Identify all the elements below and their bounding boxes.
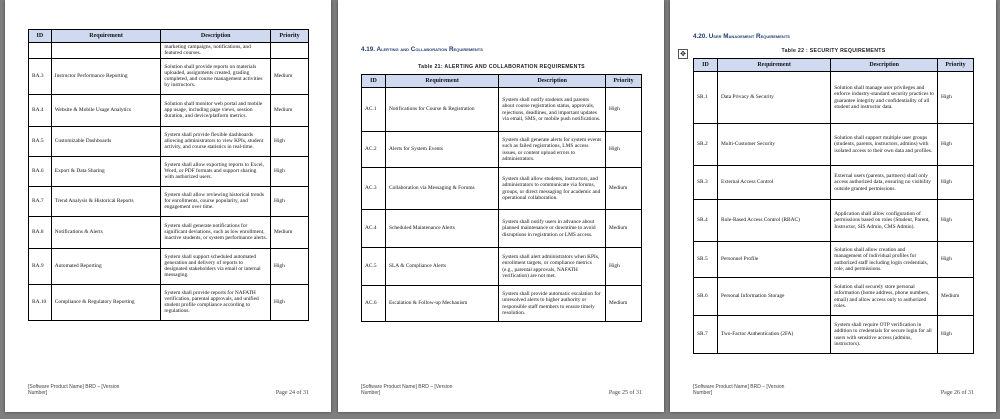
- row-requirement: Personal Information Storage: [717, 278, 830, 316]
- header-requirement: Requirement: [51, 30, 161, 43]
- header-description: Description: [831, 59, 938, 72]
- row-id: SR.1: [694, 72, 718, 124]
- row-priority: Medium: [938, 278, 974, 316]
- table-move-handle-icon[interactable]: ✥: [678, 49, 688, 59]
- row-description: Solution shall support multiple user groups (students, parents, instructors, admins) with isolated access to their own data and profiles.: [831, 124, 938, 166]
- document-page-25: [338, 0, 664, 412]
- row-id: SR.7: [694, 316, 718, 354]
- row-priority: Medium: [271, 94, 309, 126]
- row-priority: High: [271, 126, 309, 156]
- table-row: [29, 43, 309, 59]
- row-description: Solution shall allow creation and management of individual profiles for authorized staff including login credentials, role, and permissions.: [831, 242, 938, 278]
- row-priority: High: [938, 124, 974, 166]
- table-row: [694, 278, 974, 316]
- row-requirement: Escalation & Follow-up Mechanism: [385, 286, 498, 322]
- reporting-requirements-table: [28, 29, 309, 321]
- row-requirement: Compliance & Regulatory Reporting: [51, 284, 161, 320]
- row-description: System shall support scheduled automated generation and delivery of reports to designated stakeholders via email or internal messaging.: [161, 248, 271, 284]
- row-id: SR.2: [694, 124, 718, 166]
- row-requirement: Automated Reporting: [51, 248, 161, 284]
- row-id: AC.5: [362, 248, 386, 286]
- row-id: RA.9: [29, 248, 52, 284]
- row-requirement: Alerts for System Events: [385, 132, 498, 168]
- row-requirement: Scheduled Maintenance Alerts: [385, 210, 498, 248]
- header-description: Description: [499, 75, 606, 88]
- table-row: [362, 168, 642, 210]
- table-row: [29, 216, 309, 248]
- row-description: Application shall allow configuration of permissions based on roles (Student, Parent, Instructor, SIS Admin, CMS Admin).: [831, 200, 938, 242]
- header-description: Description: [161, 30, 271, 43]
- header-priority: Priority: [271, 30, 309, 43]
- section-heading: 4.19. Alerting and Collaboration Requirements: [361, 46, 483, 53]
- table-row: [694, 316, 974, 354]
- header-id: ID: [29, 30, 52, 43]
- row-priority: High: [271, 156, 309, 186]
- security-requirements-table: [693, 58, 974, 354]
- row-description: System shall allow reviewing historical trends for enrollments, course popularity, and engagement over time.: [161, 186, 271, 216]
- row-description: Solution shall provide reports on materials uploaded, assignments created, grading completed, and course management activities by instructors.: [161, 58, 271, 94]
- row-requirement: Instructor Performance Reporting: [51, 58, 161, 94]
- table-row: [29, 248, 309, 284]
- header-id: ID: [362, 75, 386, 88]
- row-id: RA.6: [29, 156, 52, 186]
- row-description: External users (parents, partners) shall only access authorized data, ensuring no visibility outside granted permissions.: [831, 166, 938, 200]
- row-priority: Medium: [271, 216, 309, 248]
- row-requirement: Data Privacy & Security: [717, 72, 830, 124]
- row-id: AC.1: [362, 88, 386, 132]
- row-requirement: Website & Mobile Usage Analytics: [51, 94, 161, 126]
- row-priority: High: [938, 316, 974, 354]
- row-description: Solution shall monitor web portal and mobile app usage, including page views, session duration, and device/platform metrics.: [161, 94, 271, 126]
- row-requirement: Collaboration via Messaging & Forums: [385, 168, 498, 210]
- row-id: AC.6: [362, 286, 386, 322]
- row-requirement: [51, 43, 161, 59]
- row-id: RA.10: [29, 284, 52, 320]
- row-id: RA.5: [29, 126, 52, 156]
- row-id: SR.6: [694, 278, 718, 316]
- table-row: [362, 286, 642, 322]
- row-requirement: Notifications & Alerts: [51, 216, 161, 248]
- row-requirement: Trend Analysis & Historical Reports: [51, 186, 161, 216]
- header-priority: Priority: [606, 75, 642, 88]
- row-description: marketing campaigns, notifications, and featured courses.: [161, 43, 271, 59]
- table-row: [694, 124, 974, 166]
- table-caption: Table 21: ALERTING AND COLLABORATION REQUIREMENTS: [418, 64, 585, 70]
- row-priority: Medium: [606, 210, 642, 248]
- row-requirement: SLA & Compliance Alerts: [385, 248, 498, 286]
- row-requirement: Customizable Dashboards: [51, 126, 161, 156]
- row-requirement: External Access Control: [717, 166, 830, 200]
- table-row: [694, 200, 974, 242]
- table-row: [362, 248, 642, 286]
- row-priority: Medium: [271, 58, 309, 94]
- document-page-24: [5, 0, 331, 412]
- table-row: [694, 72, 974, 124]
- row-requirement: Two-Factor Authentication (2FA): [717, 316, 830, 354]
- footer-page-number: Page 24 of 31: [275, 390, 309, 396]
- table-header-row: [29, 30, 309, 43]
- table-caption: Table 22 : SECURITY REQUIREMENTS: [781, 48, 886, 54]
- row-id: RA.7: [29, 186, 52, 216]
- row-priority: High: [271, 284, 309, 320]
- table-row: [362, 88, 642, 132]
- row-id: AC.4: [362, 210, 386, 248]
- row-id: RA.3: [29, 58, 52, 94]
- row-description: System shall allow students, instructors, and administrators to communicate via forums, groups, or direct messaging for academic and operational collaboration.: [499, 168, 606, 210]
- table-header-row: [362, 75, 642, 88]
- table-row: [29, 126, 309, 156]
- row-priority: High: [606, 88, 642, 132]
- row-id: [29, 43, 52, 59]
- row-description: System shall provide automatic escalation for unresolved alerts to higher authority or responsible staff members to ensure timely resolution.: [499, 286, 606, 322]
- footer-document-name: [Software Product Name] BRD – [Version Number]: [693, 384, 785, 396]
- row-description: System shall require OTP verification in addition to credentials for secure login for all users with sensitive access (admins, instructors).: [831, 316, 938, 354]
- row-description: System shall notify students and parents about course registration status, approvals, rejections, deadlines, and important updates via email, SMS, or mobile push notifications.: [499, 88, 606, 132]
- table-row: [29, 284, 309, 320]
- row-description: System shall notify users in advance about planned maintenance or downtime to avoid disruptions in registration or LMS access.: [499, 210, 606, 248]
- row-id: SR.4: [694, 200, 718, 242]
- row-requirement: Role-Based Access Control (RBAC): [717, 200, 830, 242]
- header-requirement: Requirement: [385, 75, 498, 88]
- row-requirement: Export & Data Sharing: [51, 156, 161, 186]
- row-requirement: Notifications for Course & Registration: [385, 88, 498, 132]
- table-row: [362, 210, 642, 248]
- row-id: RA.8: [29, 216, 52, 248]
- footer-document-name: [Software Product Name] BRD – [Version Number]: [361, 384, 453, 396]
- table-row: [29, 156, 309, 186]
- section-heading: 4.20. User Management Requirements: [693, 33, 790, 40]
- row-description: System shall generate alerts for system events such as failed registrations, LMS access issues, or content upload errors to administrators.: [499, 132, 606, 168]
- footer-document-name: [Software Product Name] BRD – [Version Number]: [28, 384, 120, 396]
- table-row: [694, 242, 974, 278]
- row-priority: High: [271, 186, 309, 216]
- alerting-collaboration-table: [361, 74, 642, 322]
- row-requirement: Multi-Customer Security: [717, 124, 830, 166]
- row-priority: High: [938, 200, 974, 242]
- table-row: [29, 94, 309, 126]
- row-priority: High: [938, 242, 974, 278]
- row-id: RA.4: [29, 94, 52, 126]
- table-row: [362, 132, 642, 168]
- row-priority: High: [938, 166, 974, 200]
- row-requirement: Personnel Profile: [717, 242, 830, 278]
- row-id: SR.5: [694, 242, 718, 278]
- row-priority: High: [606, 248, 642, 286]
- row-priority: High: [606, 132, 642, 168]
- header-requirement: Requirement: [717, 59, 830, 72]
- row-priority: High: [938, 72, 974, 124]
- row-description: System shall allow exporting reports to Excel, Word, or PDF formats and support sharing with authorized users.: [161, 156, 271, 186]
- row-id: AC.3: [362, 168, 386, 210]
- footer-page-number: Page 25 of 31: [608, 390, 642, 396]
- row-description: System shall alert administrators when KPIs, enrollment targets, or compliance metrics (e.g., parental approvals, NAFATH verification) are not met.: [499, 248, 606, 286]
- row-id: AC.2: [362, 132, 386, 168]
- row-description: System shall provide reports for NAFATH verification, parental approvals, and unified student profile compliance according to regulations.: [161, 284, 271, 320]
- document-page-26: [670, 0, 996, 412]
- table-row: [29, 58, 309, 94]
- row-description: System shall generate notifications for significant deviations, such as low enrollment, inactive students, or system performance alerts.: [161, 216, 271, 248]
- table-header-row: [694, 59, 974, 72]
- row-priority: Medium: [606, 168, 642, 210]
- table-row: [29, 186, 309, 216]
- row-priority: [271, 43, 309, 59]
- footer-page-number: Page 26 of 31: [940, 390, 974, 396]
- row-id: SR.3: [694, 166, 718, 200]
- row-description: System shall provide flexible dashboards allowing administrators to view KPIs, student activity, and course statistics in real-time.: [161, 126, 271, 156]
- row-description: Solution shall securely store personal information (home address, phone numbers, email) and allow access only to authorized roles.: [831, 278, 938, 316]
- row-priority: Medium: [606, 286, 642, 322]
- row-description: Solution shall manage user privileges and enforce industry-standard security practices to guarantee integrity and confidentiality of all student and instructor data.: [831, 72, 938, 124]
- header-id: ID: [694, 59, 718, 72]
- table-row: [694, 166, 974, 200]
- row-priority: High: [271, 248, 309, 284]
- header-priority: Priority: [938, 59, 974, 72]
